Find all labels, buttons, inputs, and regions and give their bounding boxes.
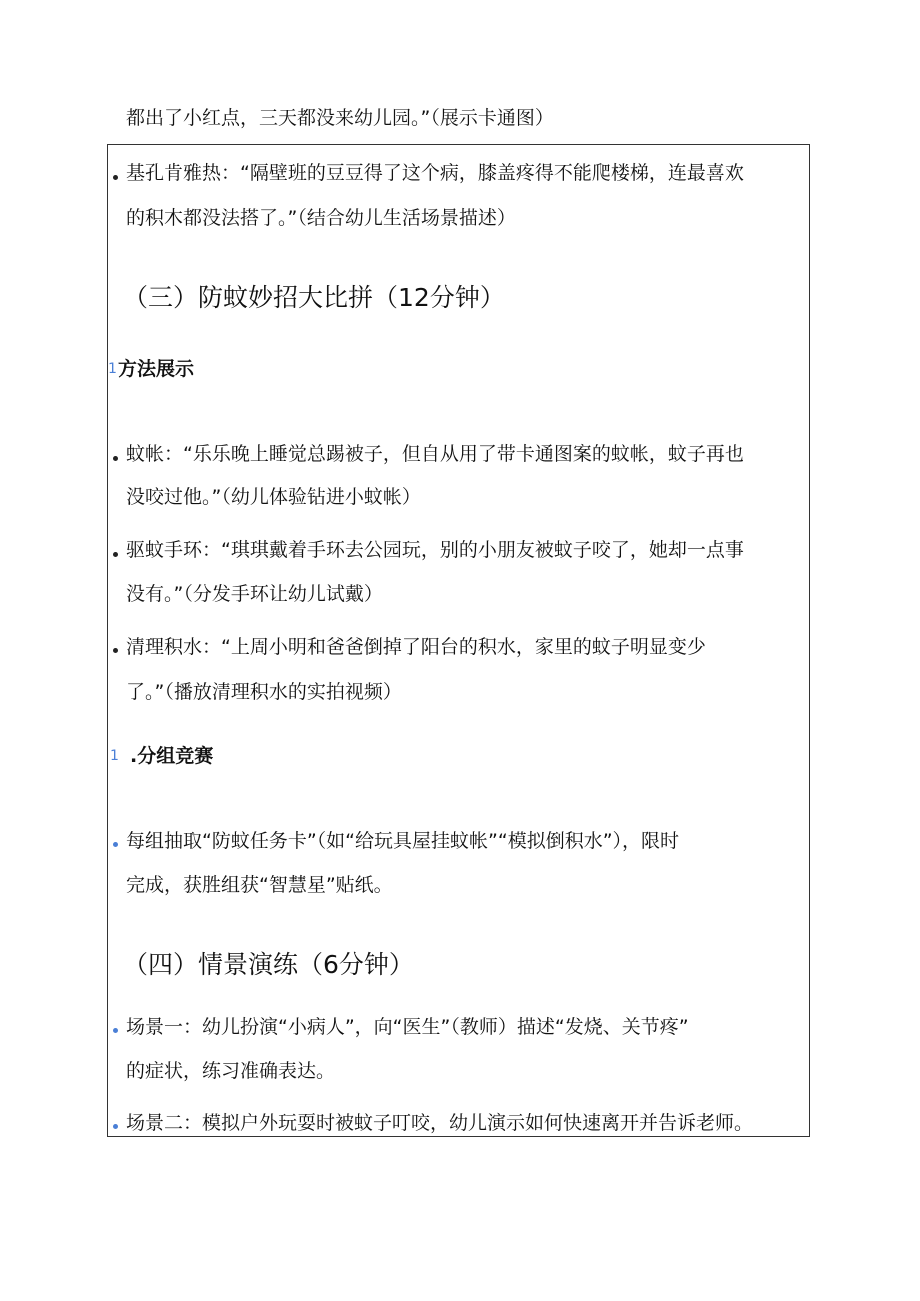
list-number: 1	[108, 361, 117, 377]
list-item-line: 的症状，练习准确表达。	[126, 1060, 336, 1082]
list-item-line: 每组抽取“防蚊任务卡”（如“给玩具屋挂蚊帐”“模拟倒积水”），限时	[126, 830, 680, 852]
bullet-icon	[113, 552, 118, 557]
list-item-line: 的积木都没法搭了。”（结合幼儿生活场景描述）	[126, 207, 516, 229]
list-item-line: 蚊帐：“乐乐晚上睡觉总踢被子，但自从用了带卡通图案的蚊帐，蚊子再也	[126, 443, 744, 465]
bullet-icon	[113, 1028, 118, 1033]
list-item-line: 场景二：模拟户外玩耍时被蚊子叮咬，幼儿演示如何快速离开并告诉老师。	[126, 1112, 754, 1134]
bullet-icon	[113, 1124, 118, 1129]
subheading-methods: 方法展示	[118, 358, 195, 380]
list-item-line: 场景一：幼儿扮演“小病人”，向“医生”（教师）描述“发烧、关节疼”	[126, 1016, 689, 1038]
section-heading-4: （四）情景演练（6分钟）	[123, 950, 414, 979]
list-item-line: 清理积水：“上周小明和爸爸倒掉了阳台的积水，家里的蚊子明显变少	[126, 636, 706, 658]
list-item-line: 没有。”（分发手环让幼儿试戴）	[126, 583, 383, 605]
bullet-icon	[113, 456, 118, 461]
list-item-line: 了。”（播放清理积水的实拍视频）	[126, 681, 402, 703]
section-heading-3: （三）防蚊妙招大比拼（12分钟）	[123, 283, 505, 312]
list-item-line: 基孔肯雅热：“隔壁班的豆豆得了这个病，膝盖疼得不能爬楼梯，连最喜欢	[126, 162, 744, 184]
bullet-icon	[113, 648, 118, 653]
continued-paragraph: 都出了小红点，三天都没来幼儿园。”（展示卡通图）	[126, 107, 554, 129]
list-item-line: 完成，获胜组获“智慧星”贴纸。	[126, 874, 393, 896]
list-item-line: 驱蚊手环：“琪琪戴着手环去公园玩，别的小朋友被蚊子咬了，她却一点事	[126, 539, 744, 561]
bullet-icon	[113, 842, 118, 847]
bullet-icon	[113, 175, 118, 180]
list-item-line: 没咬过他。”（幼儿体验钻进小蚊帐）	[126, 486, 421, 508]
list-number: 1	[110, 748, 119, 764]
subheading-competition: .分组竞赛	[130, 745, 214, 767]
